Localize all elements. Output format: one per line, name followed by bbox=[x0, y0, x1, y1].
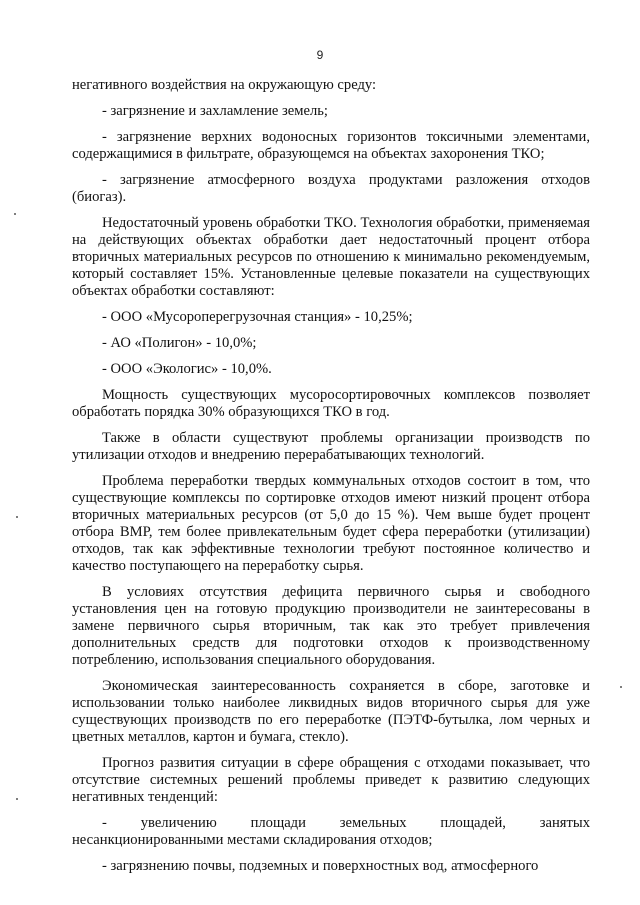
list-item-target-ekologis: - ООО «Экологис» - 10,0%. bbox=[102, 361, 272, 377]
list-item-target-msp: - ООО «Мусороперегрузочная станция» - 10,25%; bbox=[102, 309, 413, 325]
list-item-air-pollution: - загрязнение атмосферного воздуха продуктами разложения отходов (биогаз). bbox=[72, 172, 590, 205]
paragraph-intro-continuation: негативного воздействия на окружающую среду: bbox=[72, 77, 377, 93]
scan-speck bbox=[14, 213, 16, 215]
scan-speck bbox=[620, 686, 622, 688]
list-item-target-poligon: - АО «Полигон» - 10,0%; bbox=[102, 335, 257, 351]
scan-speck bbox=[16, 798, 18, 800]
list-item-unauthorized-dumps: - увеличению площади земельных площадей, занятых несанкционированными местами складирования отходов; bbox=[72, 815, 590, 848]
page-number: 9 bbox=[316, 48, 324, 62]
paragraph-processing-level: Недостаточный уровень обработки ТКО. Технология обработки, применяемая на действующих объектах обработки дает недостаточный процент отбора вторичных материальных ресурсов по отношению к минимально рекомендуемым, который составляет 15%. Установленные целевые показатели на существующих объектах обработки составляют: bbox=[72, 215, 590, 299]
paragraph-raw-materials: В условиях отсутствия дефицита первичного сырья и свободного установления цен на готовую продукцию производители не заинтересованы в замене первичного сырья вторичным, так как это требует привлечения дополнительных средств для подготовки отходов к производственному потреблению, использования специального оборудования. bbox=[72, 584, 590, 668]
paragraph-forecast: Прогноз развития ситуации в сфере обращения с отходами показывает, что отсутствие системных решений проблемы приведет к развитию следующих негативных тенденций: bbox=[72, 755, 590, 805]
scan-speck bbox=[16, 516, 18, 518]
paragraph-recycling-problem: Проблема переработки твердых коммунальных отходов состоит в том, что существующие комплексы по сортировке отходов имеют низкий процент отбора вторичных материальных ресурсов (от 5,0 до 15 %). Чем выше будет процент отбора ВМР, тем более привлекательным будет сфера переработки (утилизации) отходов, так как эффективные технологии требуют постоянное количество и качество поступающего на переработку сырья. bbox=[72, 473, 590, 574]
paragraph-sorting-capacity: Мощность существующих мусоросортировочных комплексов позволяет обработать порядка 30% образующихся ТКО в год. bbox=[72, 387, 590, 420]
list-item-land-pollution: - загрязнение и захламление земель; bbox=[102, 103, 328, 119]
paragraph-economic-interest: Экономическая заинтересованность сохраняется в сборе, заготовке и использовании только наиболее ликвидных видов вторичного сырья для уже существующих производств по его переработке (ПЭТФ-бутылка, лом черных и цветных металлов, картон и бумага, стекло). bbox=[72, 678, 590, 745]
list-item-soil-water-pollution: - загрязнению почвы, подземных и поверхностных вод, атмосферного bbox=[102, 858, 539, 874]
paragraph-production-problems: Также в области существуют проблемы организации производств по утилизации отходов и внедрению перерабатывающих технологий. bbox=[72, 430, 590, 463]
document-body bbox=[72, 77, 590, 884]
list-item-aquifer-pollution: - загрязнение верхних водоносных горизонтов токсичными элементами, содержащимися в фильтрате, образующемся на объектах захоронения ТКО; bbox=[72, 129, 590, 162]
